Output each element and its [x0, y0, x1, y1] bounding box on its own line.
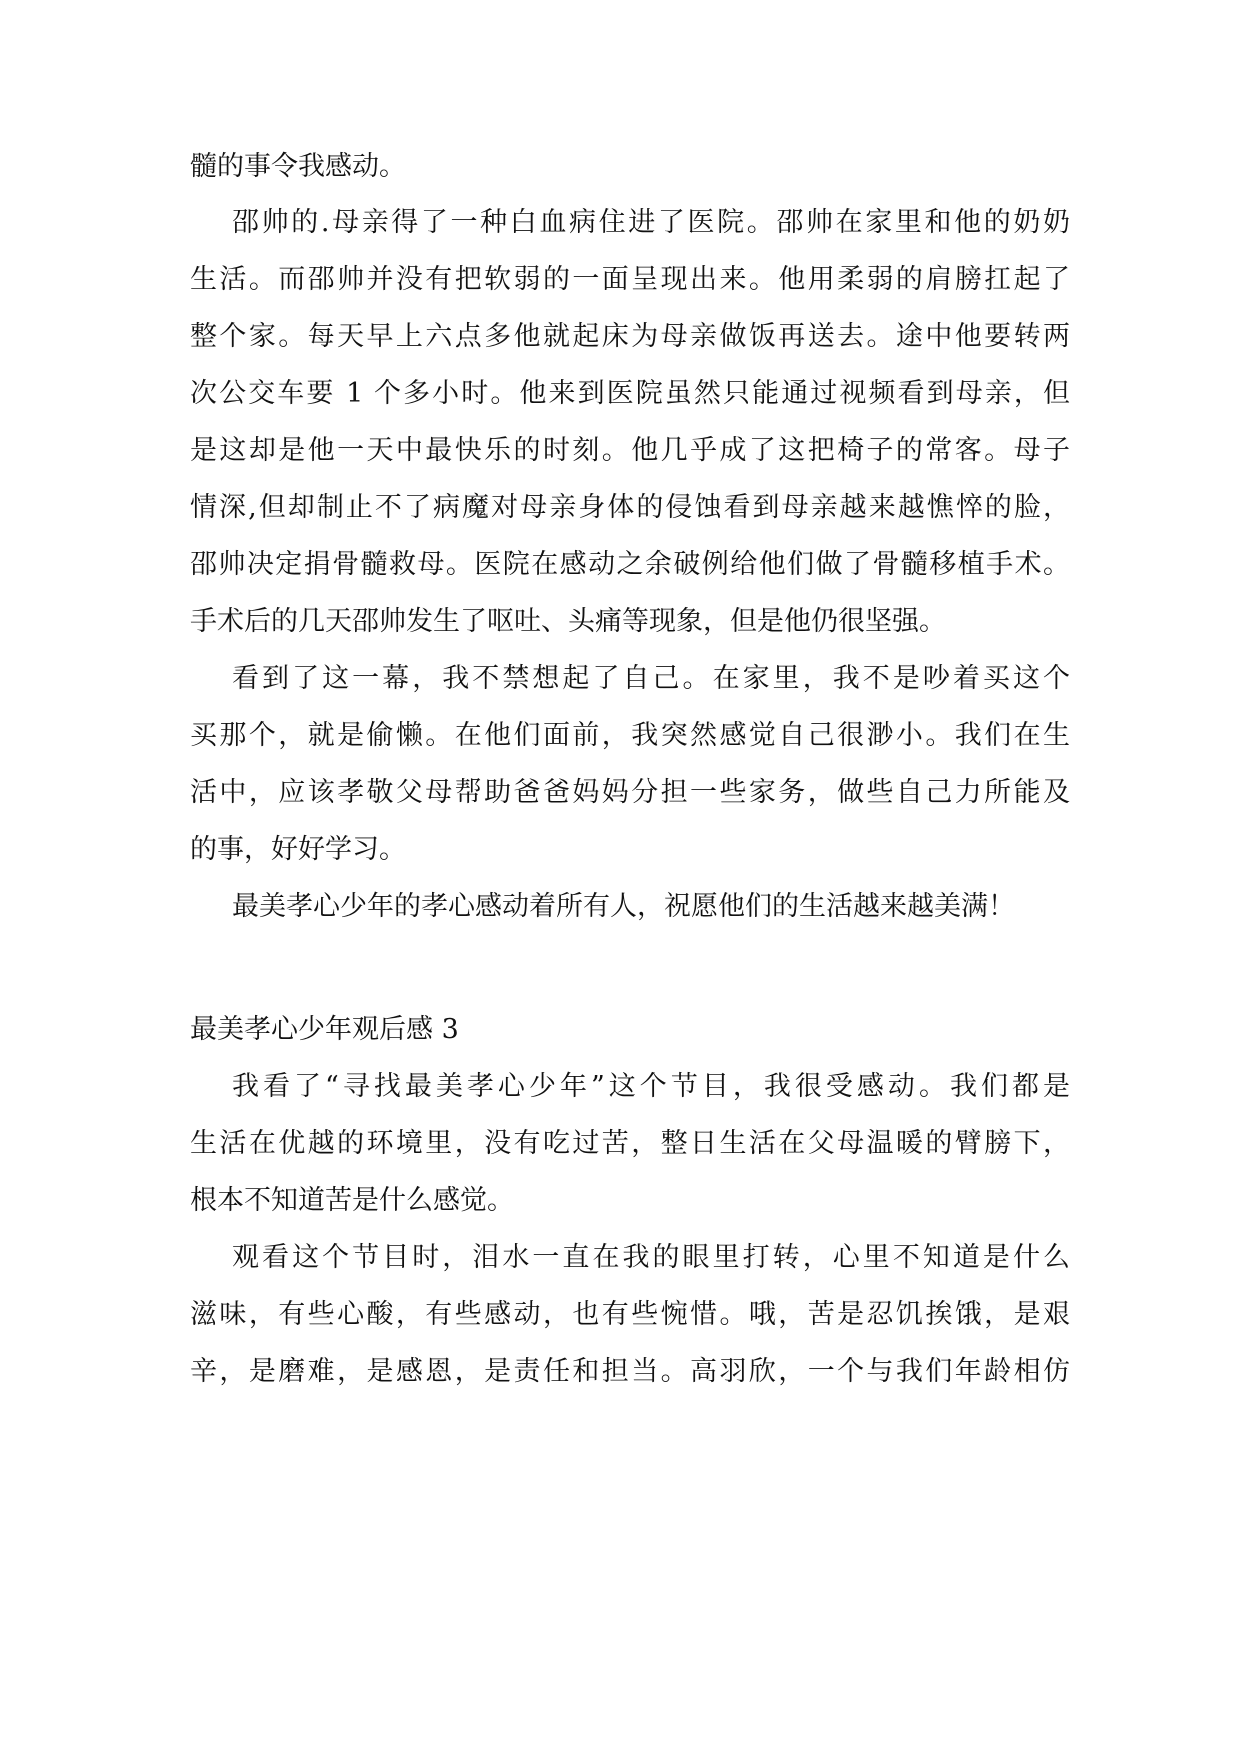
paragraph-line: 髓的事令我感动。 — [190, 151, 406, 182]
paragraph-line: 邵帅决定捐骨髓救母。医院在感动之余破例给他们做了骨髓移植手术。 — [190, 549, 1070, 580]
paragraph-line: 邵帅的.母亲得了一种白血病住进了医院。邵帅在家里和他的奶奶 — [232, 207, 1070, 238]
paragraph-line: 的事，好好学习。 — [190, 834, 406, 865]
paragraph-line: 手术后的几天邵帅发生了呕吐、头痛等现象，但是他仍很坚强。 — [190, 606, 946, 637]
paragraph-line: 我看了“寻找最美孝心少年”这个节目，我很受感动。我们都是 — [232, 1071, 1070, 1102]
paragraph-line: 根本不知道苦是什么感觉。 — [190, 1185, 514, 1216]
paragraph-line: 生活在优越的环境里，没有吃过苦，整日生活在父母温暖的臂膀下， — [190, 1128, 1070, 1159]
paragraph-line: 观看这个节目时，泪水一直在我的眼里打转，心里不知道是什么 — [232, 1242, 1070, 1273]
paragraph-line: 滋味，有些心酸，有些感动，也有些惋惜。哦，苦是忍饥挨饿，是艰 — [190, 1299, 1070, 1330]
paragraph-line: 活中，应该孝敬父母帮助爸爸妈妈分担一些家务，做些自己力所能及 — [190, 777, 1070, 808]
paragraph-line: 看到了这一幕，我不禁想起了自己。在家里，我不是吵着买这个 — [232, 663, 1070, 694]
paragraph-line: 是这却是他一天中最快乐的时刻。他几乎成了这把椅子的常客。母子 — [190, 435, 1070, 466]
paragraph-line: 整个家。每天早上六点多他就起床为母亲做饭再送去。途中他要转两 — [190, 321, 1070, 352]
paragraph-line: 次公交车要 1 个多小时。他来到医院虽然只能通过视频看到母亲，但 — [190, 378, 1070, 409]
section-heading: 最美孝心少年观后感 3 — [190, 1014, 459, 1045]
paragraph-line: 最美孝心少年的孝心感动着所有人，祝愿他们的生活越来越美满！ — [232, 891, 1015, 922]
paragraph-line: 辛，是磨难，是感恩，是责任和担当。高羽欣，一个与我们年龄相仿 — [190, 1356, 1070, 1387]
paragraph-line: 生活。而邵帅并没有把软弱的一面呈现出来。他用柔弱的肩膀扛起了 — [190, 264, 1070, 295]
paragraph-line: 买那个，就是偷懒。在他们面前，我突然感觉自己很渺小。我们在生 — [190, 720, 1070, 751]
paragraph-line: 情深,但却制止不了病魔对母亲身体的侵蚀看到母亲越来越憔悴的脸， — [190, 492, 1070, 523]
